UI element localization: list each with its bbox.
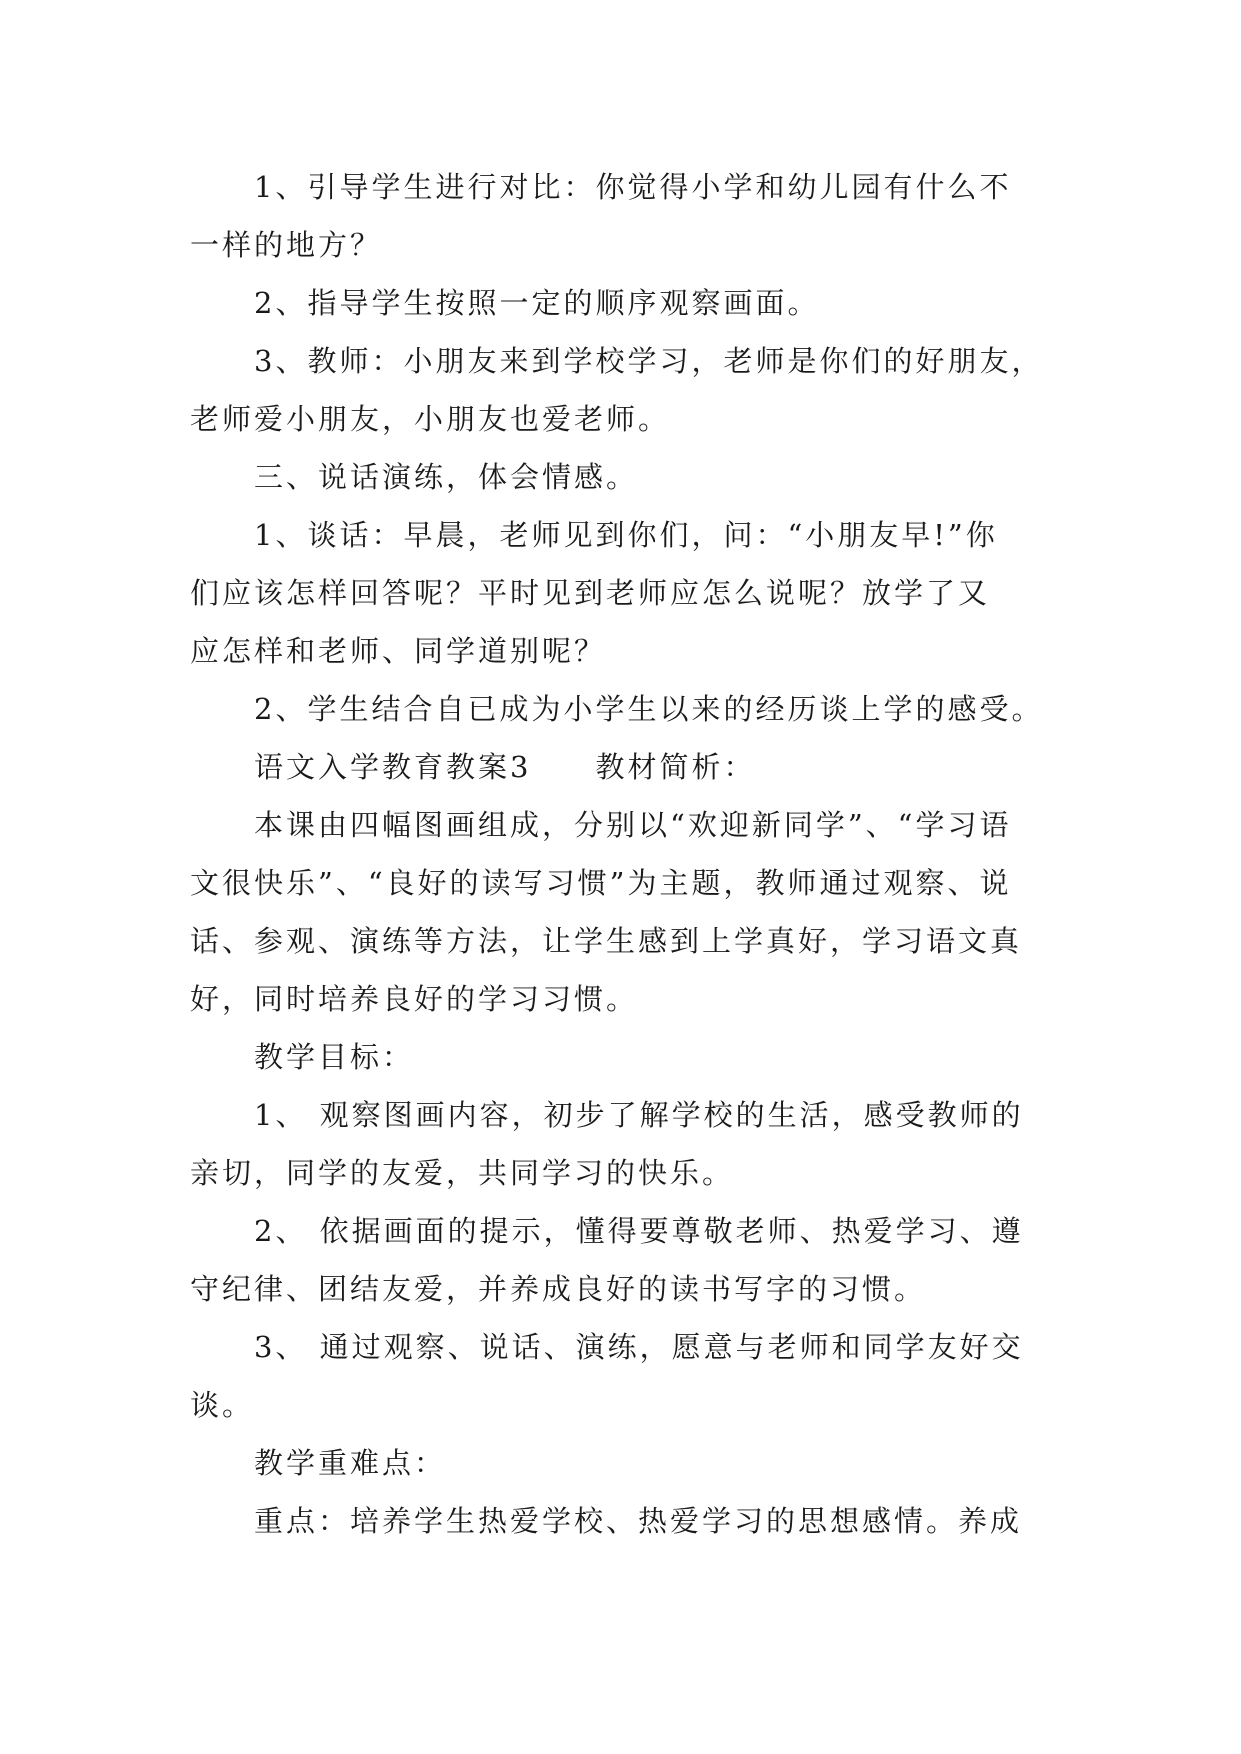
text-line: 本课由四幅图画组成，分别以“欢迎新同学”、“学习语 (254, 808, 1012, 842)
text-line: 文很快乐”、“良好的读写习惯”为主题，教师通过观察、说 (190, 866, 1012, 900)
text-line: 谈。 (190, 1388, 255, 1422)
text-line: 话、参观、演练等方法，让学生感到上学真好，学习语文真 (190, 924, 1023, 958)
text-line: 1、谈话：早晨，老师见到你们，问：“小朋友早!”你 (254, 518, 998, 552)
section-heading: 教学重难点： (254, 1446, 447, 1480)
text-line: 重点：培养学生热爱学校、热爱学习的思想感情。养成 (254, 1504, 1023, 1538)
text-line: 好，同时培养良好的学习习惯。 (190, 982, 639, 1016)
text-line: 亲切，同学的友爱，共同学习的快乐。 (190, 1156, 735, 1190)
text-line: 2、学生结合自已成为小学生以来的经历谈上学的感受。 (254, 692, 1044, 726)
text-line: 1、引导学生进行对比：你觉得小学和幼儿园有什么不 (254, 170, 1012, 204)
text-line: 2、 依据画面的提示，懂得要尊敬老师、热爱学习、遵 (254, 1214, 1024, 1248)
section-heading: 教学目标： (254, 1040, 415, 1074)
text-line: 2、指导学生按照一定的顺序观察画面。 (254, 286, 820, 320)
section-heading: 语文入学教育教案3 教材简析： (254, 750, 756, 784)
text-line: 守纪律、团结友爱，并养成良好的读书写字的习惯。 (190, 1272, 927, 1306)
section-heading: 三、说话演练，体会情感。 (254, 460, 639, 494)
text-line: 1、 观察图画内容，初步了解学校的生活，感受教师的 (254, 1098, 1024, 1132)
text-line: 们应该怎样回答呢？平时见到老师应怎么说呢？放学了又 (190, 576, 991, 610)
document-body (190, 158, 1050, 1550)
text-line: 3、教师：小朋友来到学校学习，老师是你们的好朋友， (254, 344, 1044, 378)
text-line: 3、 通过观察、说话、演练，愿意与老师和同学友好交 (254, 1330, 1024, 1364)
text-line: 应怎样和老师、同学道别呢？ (190, 634, 607, 668)
text-line: 一样的地方？ (190, 228, 383, 262)
text-line: 老师爱小朋友，小朋友也爱老师。 (190, 402, 671, 436)
